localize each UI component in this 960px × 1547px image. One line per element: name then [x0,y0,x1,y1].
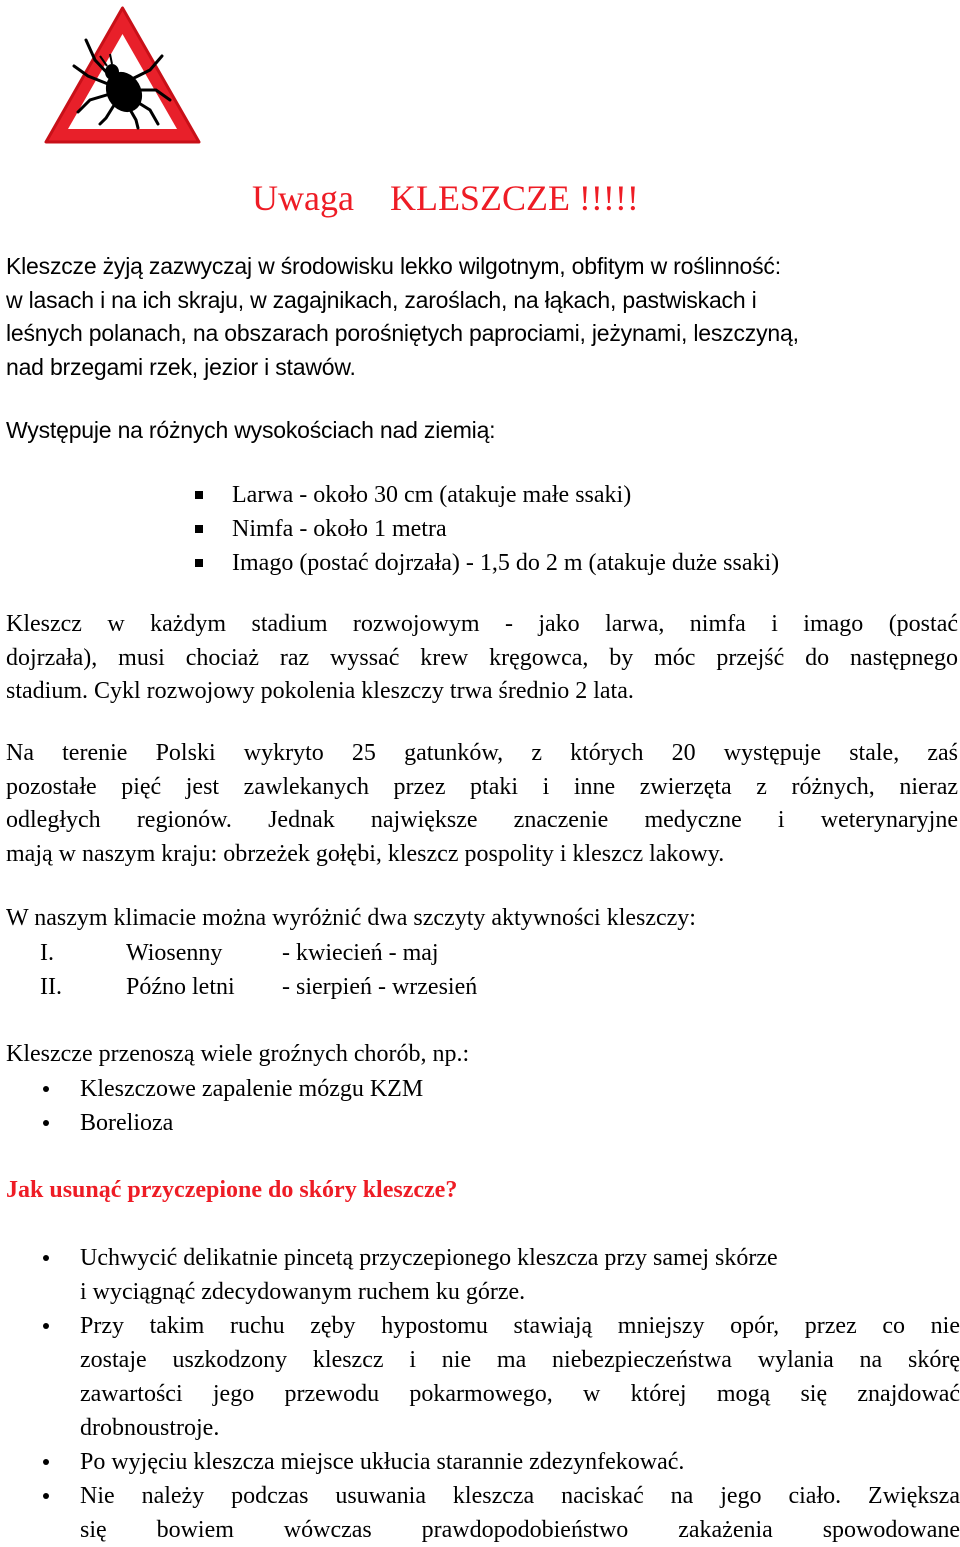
removal-steps-list [40,1241,960,1547]
bullet-icon [40,1241,80,1309]
species-paragraph [6,737,958,871]
list-item: Po wyjęciu kleszcza miejsce ukłucia starannie zdezynfekować. [40,1445,960,1479]
list-item: II. Późno letni - sierpień - wrzesień [40,974,478,1000]
heights-list [195,478,779,580]
bullet-icon [40,1479,80,1547]
paragraph-line: Kleszcz w każdym stadium rozwojowym - jako larwa, nimfa i imago (postać [6,611,958,637]
list-item: Uchwycić delikatnie pincetą przyczepionego kleszcza przy samej skórze i wyciągnąć zdecydowanym ruchem ku górze. [40,1241,960,1309]
tick-warning-sign-icon [40,0,205,148]
paragraph-line: mają w naszym kraju: obrzeżek gołębi, kleszcz pospolity i kleszcz lakowy. [6,840,725,867]
paragraph-line: pozostałe pięć jest zawlekanych przez ptaki i inne zwierzęta z różnych, nieraz [6,773,958,800]
paragraph-line: stadium. Cykl rozwojowy pokolenia kleszczy trwa średnio 2 lata. [6,678,634,704]
list-item: Borelioza [40,1106,960,1140]
list-item: Nie należy podczas usuwania kleszcza naciskać na jego ciało. Zwiększa się bowiem wówczas prawdopodobieństwo zakażenia spowodowane [40,1479,960,1547]
paragraph-line: Na terenie Polski wykryto 25 gatunków, z których 20 występuje stale, zaś [6,740,958,766]
bullet-icon [40,1309,80,1445]
list-item: Przy takim ruchu zęby hypostomu stawiają mniejszy opór, przez co nie zostaje uszkodzony kleszcz i nie ma niebezpieczeństwa wylania na skórę zawartości jego przewodu pokarmowego, w której mogą się znajdować drobnoustroje. [40,1309,960,1445]
bullet-icon [40,1106,80,1140]
stages-paragraph [6,608,958,709]
list-item: Nimfa - około 1 metra [195,512,779,546]
paragraph-line: odległych regionów. Jednak największe znaczenie medyczne i weterynaryjne [6,807,958,833]
diseases-list [40,1072,960,1140]
bullet-icon [40,1445,80,1479]
activity-intro: W naszym klimacie można wyróżnić dwa szczyty aktywności kleszczy: [6,905,696,931]
list-item: Kleszczowe zapalenie mózgu KZM [40,1072,960,1106]
list-item: I. Wiosenny - kwiecień - maj [40,940,439,966]
section-heading: Jak usunąć przyczepione do skóry kleszcze? [6,1177,458,1203]
intro-paragraph [6,250,958,384]
square-bullet-icon [195,525,203,533]
diseases-intro: Kleszcze przenoszą wiele groźnych chorób, np.: [6,1041,470,1067]
list-item: Larwa - około 30 cm (atakuje małe ssaki) [195,478,779,512]
square-bullet-icon [195,491,203,499]
bullet-icon [40,1072,80,1106]
intro-line: leśnych polanach, na obszarach porośniętych paprociami, jeżynami, leszczyną, [6,320,799,346]
paragraph-line: dojrzała), musi chociaż raz wyssać krew kręgowca, by móc przejść do następnego [6,644,958,671]
square-bullet-icon [195,559,203,567]
activity-periods [40,936,477,1004]
heights-intro: Występuje na różnych wysokościach nad ziemią: [6,417,496,443]
page-title: Uwaga KLESZCZE !!!!! [252,178,639,218]
intro-line: nad brzegami rzek, jezior i stawów. [6,353,356,380]
intro-line: Kleszcze żyją zazwyczaj w środowisku lekko wilgotnym, obfitym w roślinność: [6,253,781,279]
list-item: Imago (postać dojrzała) - 1,5 do 2 m (atakuje duże ssaki) [195,546,779,580]
intro-line: w lasach i na ich skraju, w zagajnikach, zaroślach, na łąkach, pastwiskach i [6,286,757,313]
